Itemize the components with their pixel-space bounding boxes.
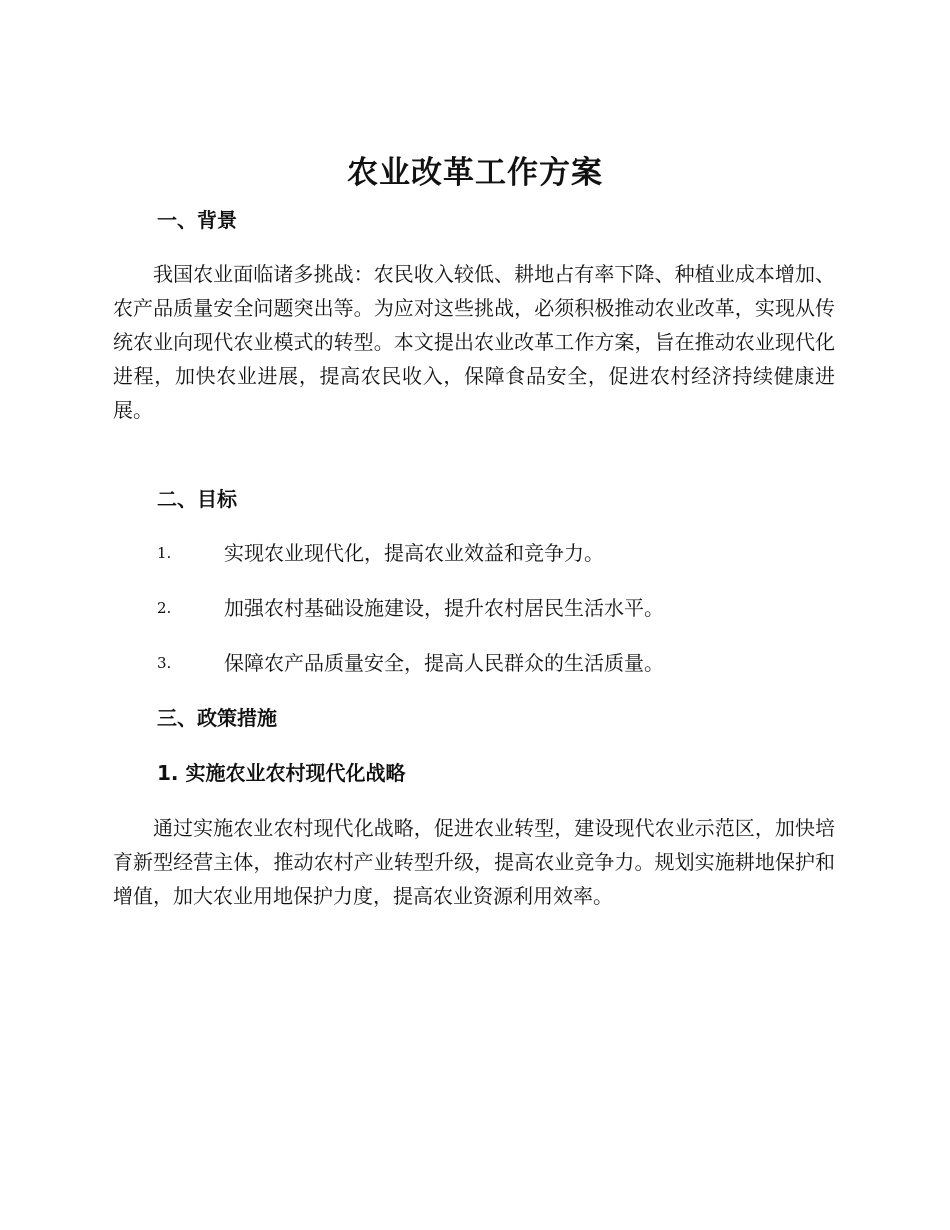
goal-number: 1. <box>157 544 172 562</box>
goal-text: 保障农产品质量安全，提高人民群众的生活质量。 <box>224 651 664 675</box>
document-title: 农业改革工作方案 <box>347 155 603 191</box>
goal-text: 加强农村基础设施建设，提升农村居民生活水平。 <box>224 596 664 620</box>
goal-number: 3. <box>157 654 172 672</box>
section-heading-goals: 二、目标 <box>157 487 237 511</box>
background-paragraph: 我国农业面临诸多挑战：农民收入较低、耕地占有率下降、种植业成本增加、农产品质量安全问题突出等。为应对这些挑战，必须积极推动农业改革，实现从传统农业向现代农业模式的转型。本文提出农业改革工作方案，旨在推动农业现代化进程，加快农业进展，提高农民收入，保障食品安全，促进农村经济持续健康进展。 <box>113 262 835 422</box>
goal-number: 2. <box>157 599 172 617</box>
goal-text: 实现农业现代化，提高农业效益和竞争力。 <box>224 541 604 565</box>
section-heading-background: 一、背景 <box>157 208 237 232</box>
subsection-heading: 1. 实施农业农村现代化战略 <box>157 761 406 785</box>
section-heading-policy: 三、政策措施 <box>157 706 277 730</box>
policy-paragraph: 通过实施农业农村现代化战略，促进农业转型，建设现代农业示范区，加快培育新型经营主体，推动农村产业转型升级，提高农业竞争力。规划实施耕地保护和增值，加大农业用地保护力度，提高农业资源利用效率。 <box>113 816 835 908</box>
